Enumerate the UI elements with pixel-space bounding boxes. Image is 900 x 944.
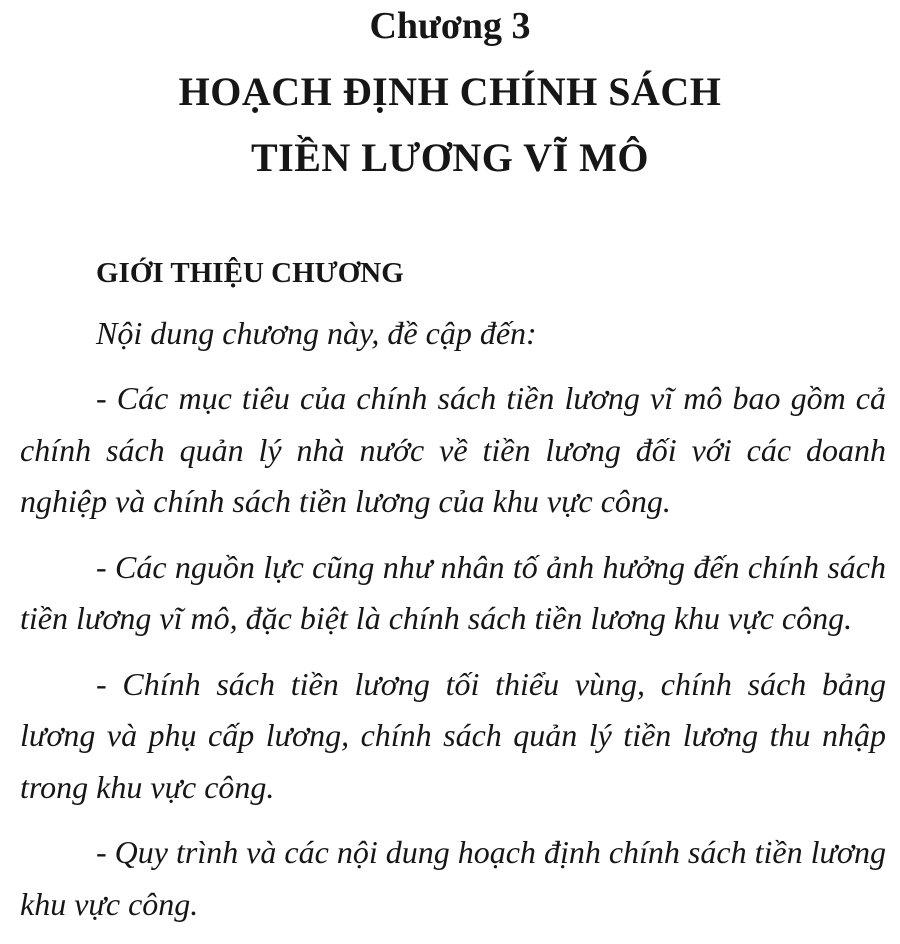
intro-text: Nội dung chương này, đề cập đến: — [96, 315, 537, 351]
bullet-item: - Chính sách tiền lương tối thiểu vùng, chính sách bảng lương và phụ cấp lương, chính sách quản lý tiền lương thu nhập trong khu vực công. — [20, 665, 886, 805]
section-heading: GIỚI THIỆU CHƯƠNG — [96, 257, 404, 289]
bullet-item: - Các mục tiêu của chính sách tiền lương vĩ mô bao gồm cả chính sách quản lý nhà nước về tiền lương đối với các doanh nghiệp và chính sách tiền lương của khu vực công. — [20, 380, 886, 519]
bullet-list — [20, 373, 886, 944]
chapter-title-line-1: HOẠCH ĐỊNH CHÍNH SÁCH — [178, 69, 722, 114]
chapter-label: Chương 3 — [369, 5, 531, 47]
chapter-title-line-2: TIỀN LƯƠNG VĨ MÔ — [250, 135, 650, 180]
bullet-item: - Quy trình và các nội dung hoạch định chính sách tiền lương khu vực công. — [20, 834, 886, 922]
bullet-item: - Các nguồn lực cũng như nhân tố ảnh hưởng đến chính sách tiền lương vĩ mô, đặc biệt là chính sách tiền lương khu vực công. — [20, 548, 886, 636]
